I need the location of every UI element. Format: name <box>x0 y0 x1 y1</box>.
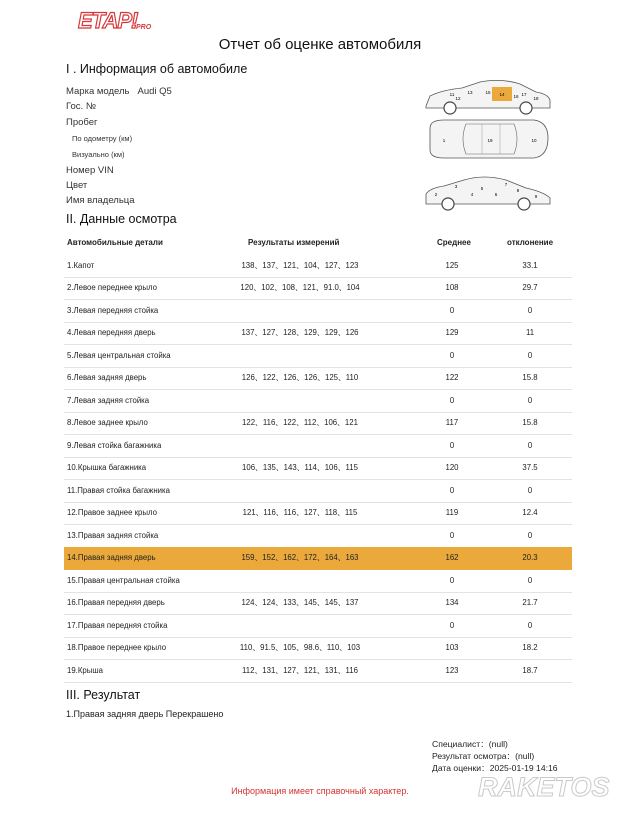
measurements-cell: 124、124、133、145、145、137 <box>241 598 359 608</box>
table-row <box>64 479 572 503</box>
average-cell: 117 <box>445 418 459 428</box>
measurements-cell: 110、91.5、105、98.6、110、103 <box>239 643 361 653</box>
col-header-average: Среднее <box>437 238 471 247</box>
deviation-cell: 0 <box>527 440 533 450</box>
logo-text: ETAP! <box>78 8 138 33</box>
table-row <box>64 659 572 683</box>
table-row <box>64 592 572 616</box>
part-label: 6 <box>494 192 498 197</box>
part-label: 3 <box>454 184 458 189</box>
field-label: Визуально (км) <box>72 150 125 159</box>
part-name-cell: 8.Левое заднее крыло <box>67 418 148 428</box>
field-label: Гос. № <box>66 101 97 112</box>
section-inspection-heading: II. Данные осмотра <box>66 212 177 226</box>
average-cell: 0 <box>449 350 455 360</box>
deviation-cell: 15.8 <box>522 418 538 428</box>
part-label: 12 <box>455 96 461 101</box>
table-row <box>64 569 572 593</box>
part-name-cell: 4.Левая передняя дверь <box>67 328 156 338</box>
part-label: 17 <box>521 92 527 97</box>
assessment-date-line: Дата оценки：2025-01-19 14:16 <box>432 763 558 773</box>
table-row <box>64 547 572 571</box>
part-name-cell: 6.Левая задняя дверь <box>67 373 147 383</box>
field-mileage <box>66 117 97 128</box>
field-value: Audi Q5 <box>137 86 172 97</box>
measurements-cell <box>214 479 386 502</box>
average-cell: 129 <box>445 328 459 338</box>
result-line: 1.Правая задняя дверь Перекрашено <box>66 709 224 719</box>
measurements-cell <box>214 569 386 592</box>
measurements-cell: 126、122、126、126、125、110 <box>241 373 359 383</box>
measurements-cell <box>214 614 386 637</box>
col-header-deviation: отклонение <box>507 238 554 247</box>
average-cell: 122 <box>445 373 459 383</box>
average-cell: 119 <box>445 508 459 518</box>
average-cell: 0 <box>449 395 455 405</box>
raketos-watermark: RAKETOS <box>478 772 610 802</box>
average-cell: 120 <box>445 463 459 473</box>
table-row <box>64 344 572 368</box>
part-name-cell: 18.Правое переднее крыло <box>67 643 167 653</box>
part-name-cell: 7.Левая задняя стойка <box>67 395 150 405</box>
part-label: 4 <box>470 192 474 197</box>
table-row <box>64 412 572 436</box>
car-top-view <box>430 120 548 158</box>
field-label: Марка модель <box>66 86 130 97</box>
table-row <box>64 434 572 458</box>
field-make-model <box>66 86 172 97</box>
average-cell: 0 <box>449 305 455 315</box>
field-vin <box>66 165 114 176</box>
part-name-cell: 13.Правая задняя стойка <box>67 530 159 540</box>
average-cell: 0 <box>449 620 455 630</box>
deviation-cell: 0 <box>527 350 533 360</box>
field-odometer <box>72 134 132 143</box>
logo-subtext: PRO <box>136 24 152 31</box>
part-name-cell: 2.Левое переднее крыло <box>67 283 157 293</box>
average-cell: 134 <box>445 598 459 608</box>
part-label: 1 <box>442 138 446 143</box>
section-result-heading: III. Результат <box>66 688 141 702</box>
measurements-cell <box>214 389 386 412</box>
part-name-cell: 5.Левая центральная стойка <box>67 350 171 360</box>
part-label: 18 <box>533 96 539 101</box>
field-label: Имя владельца <box>66 195 135 206</box>
table-row <box>64 637 572 661</box>
part-label: 8 <box>516 188 520 193</box>
part-name-cell: 19.Крыша <box>67 665 103 675</box>
disclaimer-notice: Информация имеет справочный характер. <box>231 786 409 796</box>
table-row <box>64 524 572 548</box>
field-label: По одометру (км) <box>72 134 133 143</box>
car-parts-diagram <box>422 76 554 214</box>
part-label: 19 <box>487 138 493 143</box>
part-name-cell: 14.Правая задняя дверь <box>67 553 156 563</box>
col-header-part: Автомобильные детали <box>67 238 163 247</box>
deviation-cell: 12.4 <box>522 508 538 518</box>
part-label: 11 <box>449 92 455 97</box>
measurements-cell: 112、131、127、121、131、116 <box>242 665 358 675</box>
measurements-cell: 120、102、108、121、91.0、104 <box>240 283 360 293</box>
field-owner <box>66 195 135 206</box>
part-name-cell: 17.Правая передняя стойка <box>67 620 168 630</box>
part-label: 16 <box>513 94 519 99</box>
field-color <box>66 180 87 191</box>
table-row <box>64 322 572 346</box>
field-label: Пробег <box>66 117 98 128</box>
deviation-cell: 29.7 <box>522 283 538 293</box>
part-label: 2 <box>434 192 438 197</box>
specialist-line: Специалист：(null) <box>432 739 508 749</box>
car-side-view-left <box>426 177 550 210</box>
table-row <box>64 254 572 278</box>
deviation-cell: 0 <box>527 485 533 495</box>
field-plate <box>66 101 96 112</box>
measurements-cell: 159、152、162、172、164、163 <box>241 553 359 563</box>
deviation-cell: 33.1 <box>522 260 538 270</box>
deviation-cell: 11 <box>525 328 535 338</box>
measurements-cell: 106、135、143、114、106、115 <box>242 463 358 473</box>
table-row <box>64 299 572 323</box>
part-name-cell: 15.Правая центральная стойка <box>67 575 180 585</box>
average-cell: 0 <box>449 485 455 495</box>
deviation-cell: 0 <box>527 620 533 630</box>
field-label: Цвет <box>66 180 88 191</box>
table-row <box>64 614 572 638</box>
etap-logo <box>78 8 158 32</box>
part-name-cell: 3.Левая передняя стойка <box>67 305 159 315</box>
deviation-cell: 0 <box>527 575 533 585</box>
part-label: 14 <box>499 92 505 97</box>
average-cell: 125 <box>445 260 459 270</box>
deviation-cell: 0 <box>527 395 533 405</box>
measurements-cell: 137、127、128、129、129、126 <box>241 328 359 338</box>
field-visual <box>72 150 125 159</box>
part-label: 10 <box>531 138 537 143</box>
deviation-cell: 15.8 <box>522 373 538 383</box>
part-name-cell: 9.Левая стойка багажника <box>67 440 162 450</box>
deviation-cell: 18.7 <box>522 665 538 675</box>
table-row <box>64 502 572 526</box>
table-row <box>64 389 572 413</box>
part-name-cell: 12.Правое заднее крыло <box>67 508 157 518</box>
part-name-cell: 10.Крышка багажника <box>67 463 147 473</box>
average-cell: 0 <box>449 440 455 450</box>
deviation-cell: 0 <box>527 530 533 540</box>
field-label: Номер VIN <box>66 165 114 176</box>
section-vehicle-info-heading: I . Информация об автомобиле <box>66 62 248 76</box>
measurements-cell: 121、116、116、127、118、115 <box>242 508 358 518</box>
part-label: 5 <box>480 186 484 191</box>
table-row <box>64 457 572 481</box>
col-header-measurements: Результаты измерений <box>248 238 340 247</box>
measurements-cell: 138、137、121、104、127、123 <box>241 260 359 270</box>
measurements-cell <box>214 344 386 367</box>
part-label: 9 <box>534 194 538 199</box>
measurements-cell <box>214 434 386 457</box>
average-cell: 103 <box>445 643 459 653</box>
car-side-view-right <box>426 80 550 114</box>
part-label: 7 <box>504 182 508 187</box>
average-cell: 0 <box>449 530 455 540</box>
deviation-cell: 18.2 <box>522 643 538 653</box>
measurements-cell <box>214 524 386 547</box>
part-name-cell: 16.Правая передняя дверь <box>67 598 165 608</box>
part-label: 13 <box>467 90 473 95</box>
table-row <box>64 367 572 391</box>
average-cell: 108 <box>445 283 459 293</box>
deviation-cell: 37.5 <box>522 463 538 473</box>
table-row <box>64 277 572 301</box>
deviation-cell: 20.3 <box>522 553 538 563</box>
measurements-cell <box>214 299 386 322</box>
inspection-result-line: Результат осмотра：(null) <box>432 751 535 761</box>
average-cell: 162 <box>445 553 459 563</box>
measurements-cell: 122、116、122、112、106、121 <box>242 418 358 428</box>
report-title: Отчет об оценке автомобиля <box>218 36 422 53</box>
average-cell: 123 <box>445 665 459 675</box>
part-name-cell: 11.Правая стойка багажника <box>67 485 170 495</box>
average-cell: 0 <box>449 575 455 585</box>
deviation-cell: 0 <box>527 305 533 315</box>
part-name-cell: 1.Капот <box>67 260 95 270</box>
deviation-cell: 21.7 <box>522 598 538 608</box>
part-label: 15 <box>485 90 491 95</box>
